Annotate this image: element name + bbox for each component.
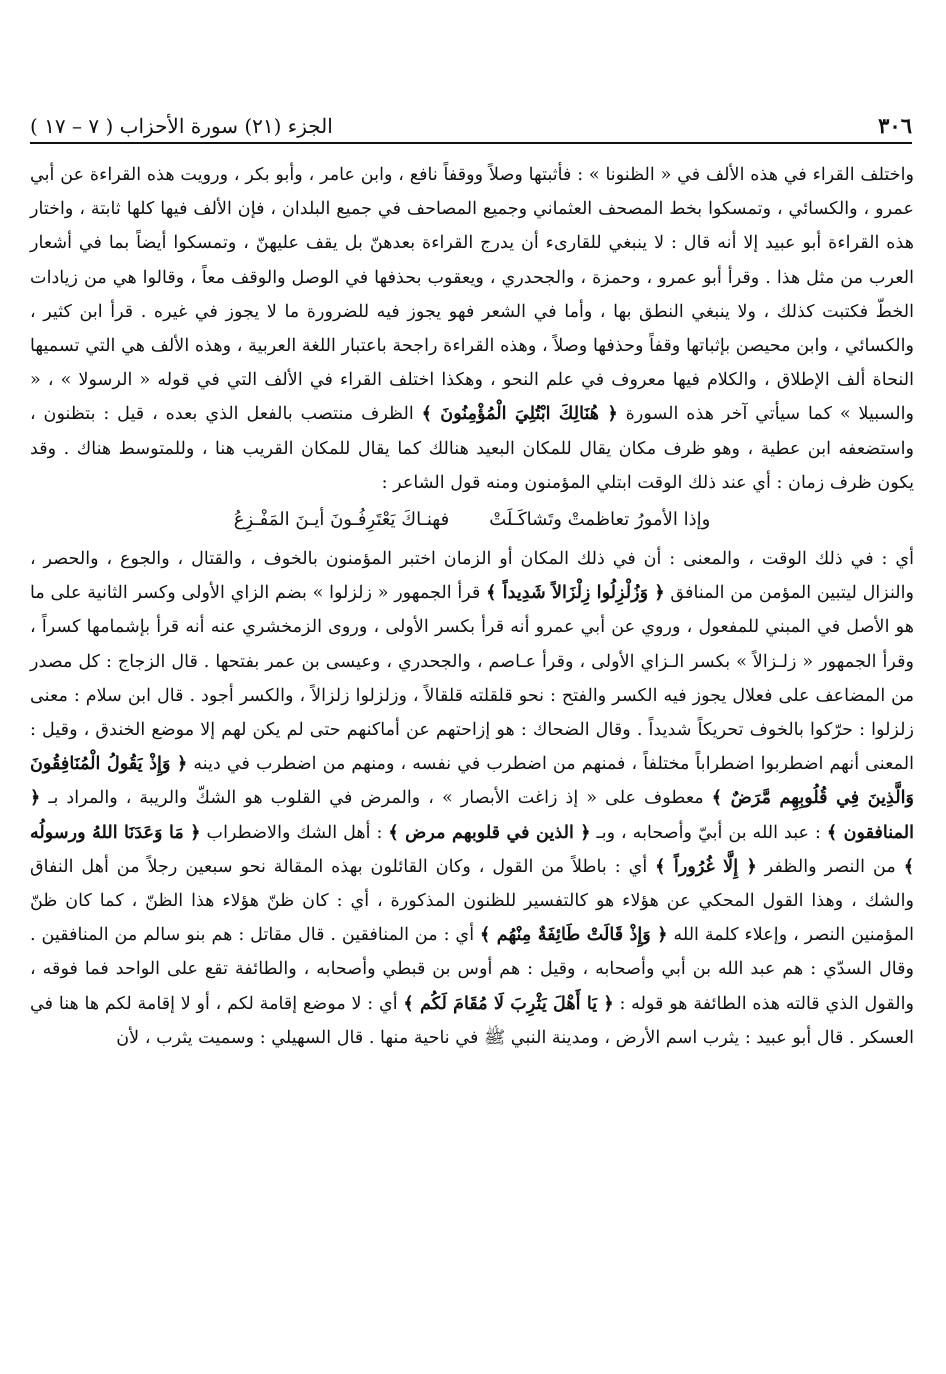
text: أي : باطلاً من القول ، وكان القائلون بهذه المقالة نحو سبعين رجلاً من أهل النفاق والشك ، وهذا القول المحكي عن هؤلاء هو كالتفسير للظنون المذكورة ، أي : كان ظنّ هؤلاء هذا الظنّ ، كما كان ظنّ المؤمنين النصر ، وإعلاء كلمة الله (30, 856, 915, 946)
quran-quote: ﴿ إِلَّا غُرُوراً ﴾ (655, 855, 757, 877)
verse-first-hemistich: وإذا الأمورُ تعاظمتْ وتَشاكَـلَتْ (489, 509, 711, 531)
poem-verse (30, 502, 914, 538)
text: قرأ الجمهور « زلزلوا » بضم الزاي الأولى وكسر الثانية على ما هو الأصل في المبني للمفعول ، وروي عن أبي عمرو أنه قرأ بكسر الأولى ، وروى الزمخشري عنه أنه قرأ بإشمامها كسراً ، وقرأ الجمهور « زلـزالاً » بكسر الـزاي الأولى ، وقرأ عـاصم ، والجحدري ، وعيسى بن عمر بفتحها . قال الزجاج : كل مصدر من المضاعف على فعلال يجوز فيه الكسر والفتح : نحو قلقلته قلقالاً ، وزلزلوا زلزالاً ، والكسر أجود . قال ابن سلام : معنى زلزلوا : حرّكوا بالخوف تحريكاً شديداً . وقال الضحاك : هو إزاحتهم عن أماكنهم حتى لم يكن لهم إلا موضع الخندق ، وقيل : المعنى أنهم اضطربوا اضطراباً مختلفاً ، فمنهم من اضطرب في نفسه ، ومنهم من اضطرب في دينه (30, 583, 914, 775)
text: واختلف القراء في هذه الألف في « الظنونا » : فأثبتها وصلاً ووقفاً نافع ، وابن عامر ، وأبو بكر ، ورويت هذه القراءة عن أبي عمرو ، والكسائي ، وتمسكوا بخط المصحف العثماني وجميع المصاحف في جميع البلدان ، فإن الألف فيها كلها ثابتة ، واختار هذه القراءة أبو عبيد إلا أنه قال : لا ينبغي للقارىء أن يدرج القراءة بعدهنّ بل يقف عليهنّ ، وتمسكوا أيضاً بما في أشعار العرب من مثل هذا . وقرأ أبو عمرو ، وحمزة ، والجحدري ، ويعقوب بحذفها في الوصل والوقف معاً ، وقالوا هي من زيادات الخطّ فكتبت كذلك ، ولا ينبغي النطق بها ، وأما في الشعر فهو يجوز فيه للضرورة ما لا يجوز في غيره . قرأ ابن كثير ، والكسائي ، وابن محيصن بإثباتها وقفاً وحذفها وصلاً ، وهذه القراءة راجحة باعتبار اللغة العربية ، وهذه الألف هي التي تسميها النحاة ألف الإطلاق ، والكلام فيها معروف في علم النحو ، وهكذا اختلف القراء في الألف التي في قوله « الرسولا » ، « والسبيلا » كما سيأتي آخر هذه السورة (30, 165, 915, 425)
text: من النصر والظفر (764, 856, 896, 877)
text: الظرف منتصب بالفعل الذي بعده ، قيل : بتظنون ، واستضعفه ابن عطية ، وهو ظرف مكان يقال للمكان البعيد هنالك كما يقال للمكان القريب هنا ، وللمتوسط هناك . وقد يكون ظرف زمان : أي عند ذلك الوقت ابتلي المؤمنون ومنه قول الشاعر : (30, 404, 914, 493)
text: معطوف على « إذ زاغت الأبصار » ، والمرض في القلوب هو الشكّ والريبة ، والمراد بـ (48, 788, 704, 809)
text: : أهل الشك والاضطراب (206, 822, 383, 843)
page-number: ٣٠٦ (878, 113, 912, 138)
page-header (30, 104, 912, 144)
quran-quote: ﴿ المنافقون ﴾ (30, 787, 915, 843)
text: أي : من المنافقين . قال مقاتل : هم بنو سالم من المنافقين . وقال السدّي : هم عبد الله بن أبي وأصحابه ، وقيل : هم أوس بن قبطي وأصحابه ، والطائفة تقع على الواحد فما فوقه ، والقول الذي قالته هذه الطائفة هو قوله : (30, 925, 915, 1014)
verse-second-hemistich: فهنـاكَ يَعْتَرِفُـونَ أيـنَ المَفْـزِعُ (233, 509, 450, 531)
text: : عبد الله بن أبيّ وأصحابه ، وبـ (596, 822, 821, 843)
quran-quote: ﴿ وَإِذْ يَقُولُ الْمُنَافِقُونَ وَالَّذِينَ فِي قُلُوبِهِم مَّرَضٌ ﴾ (30, 753, 915, 809)
quran-quote: ﴿ مَا وَعَدَنَا اللهُ ورسولُه ﴾ (30, 821, 914, 877)
page-body (30, 158, 914, 1055)
paragraph-2 (30, 542, 914, 1055)
quran-quote: ﴿ يَا أَهْلَ يَثْرِبَ لَا مُقَامَ لَكُم ﴾ (403, 992, 614, 1014)
text: أي : في ذلك الوقت ، والمعنى : أن في ذلك المكان أو الزمان اختبر المؤمنون بالخوف ، والقتال ، والجوع ، والحصر ، والنزال ليتبين المؤمن من المنافق (30, 549, 915, 604)
quran-quote: ﴿ وَإِذْ قَالَتْ طَائِفَةٌ مِنْهُم ﴾ (480, 924, 668, 946)
quran-quote: ﴿ وَزُلْزِلُوا زِلْزَالاً شَدِيداً ﴾ (486, 582, 665, 604)
quran-quote: ﴿ الذين في قلوبهم مرض ﴾ (388, 821, 591, 843)
running-title: الجزء (٢١) سورة الأحزاب ( ٧ – ١٧ ) (30, 114, 333, 138)
quran-quote: ﴿ هُنَالِكَ ابْتُلِيَ الْمُؤْمِنُونَ ﴾ (421, 403, 618, 425)
text: أي : لا موضع إقامة لكم ، أو لا إقامة لكم ها هنا في العسكر . قال أبو عبيد : يثرب اسم الأرض ، ومدينة النبي ﷺ في ناحية منها . قال السهيلي : وسميت يثرب ، لأن (30, 993, 914, 1048)
paragraph-1 (30, 158, 914, 500)
